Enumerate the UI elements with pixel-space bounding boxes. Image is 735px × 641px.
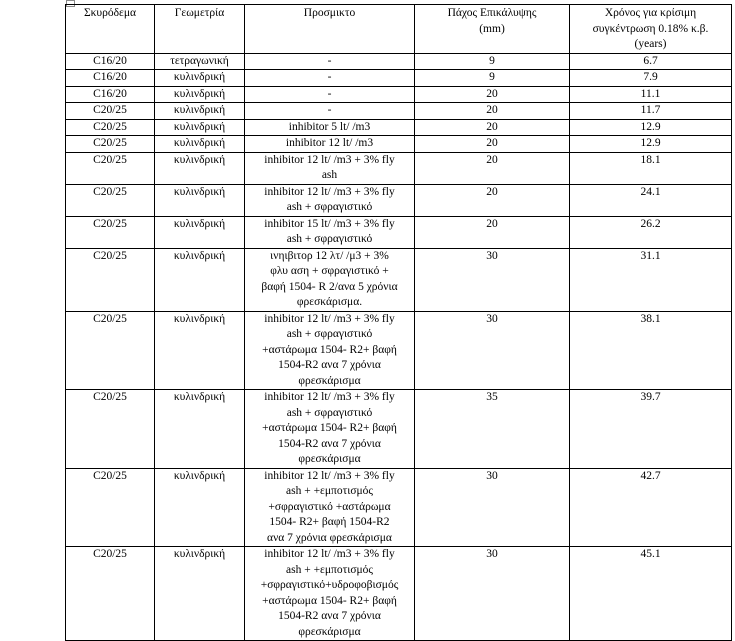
table-row <box>66 70 732 87</box>
additive-line: inhibitor 12 lt/ /m3 + 3% fly <box>264 391 395 403</box>
additive-line: - <box>327 71 332 83</box>
cell-geometry: κυλινδρική <box>155 248 245 311</box>
additive-line: ash + +εμποτισμός <box>286 485 373 497</box>
cell-concrete: C20/25 <box>66 184 155 216</box>
table-row <box>66 248 732 311</box>
cell-geometry: κυλινδρική <box>155 70 245 87</box>
header-time-line: συγκέντρωση 0.18% κ.β. <box>592 22 709 35</box>
cell-time: 12.9 <box>570 119 732 136</box>
cell-cover: 30 <box>415 311 570 390</box>
cell-cover: 20 <box>415 86 570 103</box>
cell-time: 39.7 <box>570 390 732 469</box>
table-row <box>66 103 732 120</box>
cell-concrete: C20/25 <box>66 152 155 184</box>
additive-line: ash + +εμποτισμός <box>286 563 373 576</box>
cell-geometry: κυλινδρική <box>155 103 245 120</box>
cell-additive <box>245 216 415 248</box>
cell-time: 26.2 <box>570 216 732 248</box>
additive-line: +αστάρωμα 1504- R2+ βαφή <box>262 343 397 356</box>
results-table <box>65 4 732 641</box>
cell-geometry: κυλινδρική <box>155 311 245 390</box>
cell-geometry: κυλινδρική <box>155 216 245 248</box>
cell-cover: 20 <box>415 136 570 153</box>
cell-additive <box>245 119 415 136</box>
cell-cover: 35 <box>415 390 570 469</box>
cell-geometry: κυλινδρική <box>155 86 245 103</box>
additive-line: +αστάρωμα 1504- R2+ βαφή <box>262 422 397 434</box>
header-concrete: Σκυρόδεμα <box>66 5 155 54</box>
cell-geometry: κυλινδρική <box>155 547 245 641</box>
additive-line: 1504-R2 ανα 7 χρόνια <box>278 610 381 622</box>
cell-geometry: κυλινδρική <box>155 184 245 216</box>
header-cover-thickness <box>415 5 570 54</box>
cell-time: 45.1 <box>570 547 732 641</box>
additive-line: inhibitor 12 lt/ /m3 + 3% fly <box>264 312 395 325</box>
additive-line: ash + σφραγιστικό <box>286 328 373 340</box>
cell-time: 11.7 <box>570 103 732 120</box>
header-cover-line: Πάχος Επικάλυψης <box>447 7 537 19</box>
cell-additive <box>245 468 415 547</box>
additive-line: inhibitor 15 lt/ /m3 + 3% fly <box>264 217 395 230</box>
cell-additive <box>245 136 415 153</box>
cell-concrete: C20/25 <box>66 547 155 641</box>
table-row <box>66 547 732 641</box>
table-row <box>66 216 732 248</box>
additive-line: βαφή 1504- R 2/ανα 5 χρόνια <box>261 280 398 293</box>
table-row <box>66 136 732 153</box>
table-row <box>66 184 732 216</box>
additive-line: inhibitor 12 lt/ /m3 <box>285 137 374 149</box>
cell-cover: 9 <box>415 70 570 87</box>
additive-line: φρεσκάρισμα <box>298 374 361 387</box>
additive-line: inhibitor 12 lt/ /m3 + 3% fly <box>264 469 395 482</box>
additive-line: +αστάρωμα 1504- R2+ βαφή <box>262 594 397 607</box>
cell-cover: 30 <box>415 547 570 641</box>
additive-line: φρεσκάρισμα <box>298 625 361 638</box>
cell-time: 12.9 <box>570 136 732 153</box>
header-row <box>66 5 732 54</box>
additive-line: ash + σφραγιστικό <box>286 406 373 419</box>
additive-line: inhibitor 12 lt/ /m3 + 3% fly <box>264 185 395 198</box>
cell-concrete: C20/25 <box>66 216 155 248</box>
header-geometry: Γεωμετρία <box>155 5 245 54</box>
table-row <box>66 86 732 103</box>
cell-time: 42.7 <box>570 468 732 547</box>
cell-geometry: τετραγωνική <box>155 53 245 70</box>
additive-line: inhibitor 12 lt/ /m3 + 3% fly <box>264 153 395 166</box>
cell-concrete: C16/20 <box>66 86 155 103</box>
table-row <box>66 53 732 70</box>
cell-additive <box>245 311 415 390</box>
cell-cover: 20 <box>415 184 570 216</box>
cell-additive <box>245 184 415 216</box>
cell-cover: 30 <box>415 468 570 547</box>
additive-line: +σφραγιστικό +αστάρωμα <box>268 500 391 513</box>
cell-additive <box>245 547 415 641</box>
cell-geometry: κυλινδρική <box>155 390 245 469</box>
cell-cover: 20 <box>415 216 570 248</box>
additive-line: φρεσκάρισμα <box>298 453 361 465</box>
additive-line: ανα 7 χρόνια φρεσκάρισμα <box>267 531 392 544</box>
cell-concrete: C16/20 <box>66 70 155 87</box>
additive-line: - <box>327 87 332 100</box>
cell-concrete: C20/25 <box>66 390 155 469</box>
additive-line: 1504- R2+ βαφή 1504-R2 <box>269 516 390 528</box>
additive-line: ash + σφραγιστικό <box>286 233 373 245</box>
additive-line: φρεσκάρισμα. <box>296 296 363 308</box>
table-row <box>66 468 732 547</box>
additive-line: φλυ αση + σφραγιστικό + <box>270 265 389 277</box>
cell-time: 6.7 <box>570 53 732 70</box>
cell-concrete: C16/20 <box>66 53 155 70</box>
additive-line: 1504-R2 ανα 7 χρόνια <box>278 359 381 371</box>
cell-additive <box>245 103 415 120</box>
header-critical-time <box>570 5 732 54</box>
cell-additive <box>245 390 415 469</box>
table-row <box>66 311 732 390</box>
cell-cover: 20 <box>415 103 570 120</box>
additive-line: inhibitor 5 lt/ /m3 <box>288 120 371 133</box>
cell-cover: 30 <box>415 248 570 311</box>
header-time-line: (years) <box>634 38 667 50</box>
cell-cover: 20 <box>415 152 570 184</box>
cell-time: 38.1 <box>570 311 732 390</box>
additive-line: ash <box>321 169 338 181</box>
cell-additive <box>245 86 415 103</box>
cell-time: 18.1 <box>570 152 732 184</box>
cell-concrete: C20/25 <box>66 468 155 547</box>
additive-line: inhibitor 12 lt/ /m3 + 3% fly <box>264 548 395 560</box>
cell-time: 7.9 <box>570 70 732 87</box>
table-row <box>66 152 732 184</box>
cell-concrete: C20/25 <box>66 103 155 120</box>
additive-line: ινηιβιτορ 12 λτ/ /μ3 + 3% <box>270 249 389 262</box>
cell-additive <box>245 70 415 87</box>
additive-line: +σφραγιστικό+υδροφοβισμός <box>260 579 399 591</box>
table-row <box>66 390 732 469</box>
additive-line: 1504-R2 ανα 7 χρόνια <box>278 437 381 450</box>
additive-line: ash + σφραγιστικό <box>286 201 373 213</box>
cell-cover: 9 <box>415 53 570 70</box>
cell-geometry: κυλινδρική <box>155 136 245 153</box>
cell-concrete: C20/25 <box>66 311 155 390</box>
cell-time: 11.1 <box>570 86 732 103</box>
additive-line: - <box>327 54 332 67</box>
cell-cover: 20 <box>415 119 570 136</box>
cell-additive <box>245 53 415 70</box>
header-additive: Προσμικτο <box>245 5 415 54</box>
header-cover-line: (mm) <box>479 22 505 35</box>
table-row <box>66 119 732 136</box>
cell-geometry: κυλινδρική <box>155 152 245 184</box>
cell-additive <box>245 152 415 184</box>
cell-concrete: C20/25 <box>66 119 155 136</box>
cell-additive <box>245 248 415 311</box>
cell-concrete: C20/25 <box>66 248 155 311</box>
cell-concrete: C20/25 <box>66 136 155 153</box>
cell-time: 31.1 <box>570 248 732 311</box>
cell-geometry: κυλινδρική <box>155 119 245 136</box>
additive-line: - <box>327 104 332 116</box>
cell-time: 24.1 <box>570 184 732 216</box>
cell-geometry: κυλινδρική <box>155 468 245 547</box>
header-time-line: Χρόνος για κρίσιμη <box>604 7 697 19</box>
